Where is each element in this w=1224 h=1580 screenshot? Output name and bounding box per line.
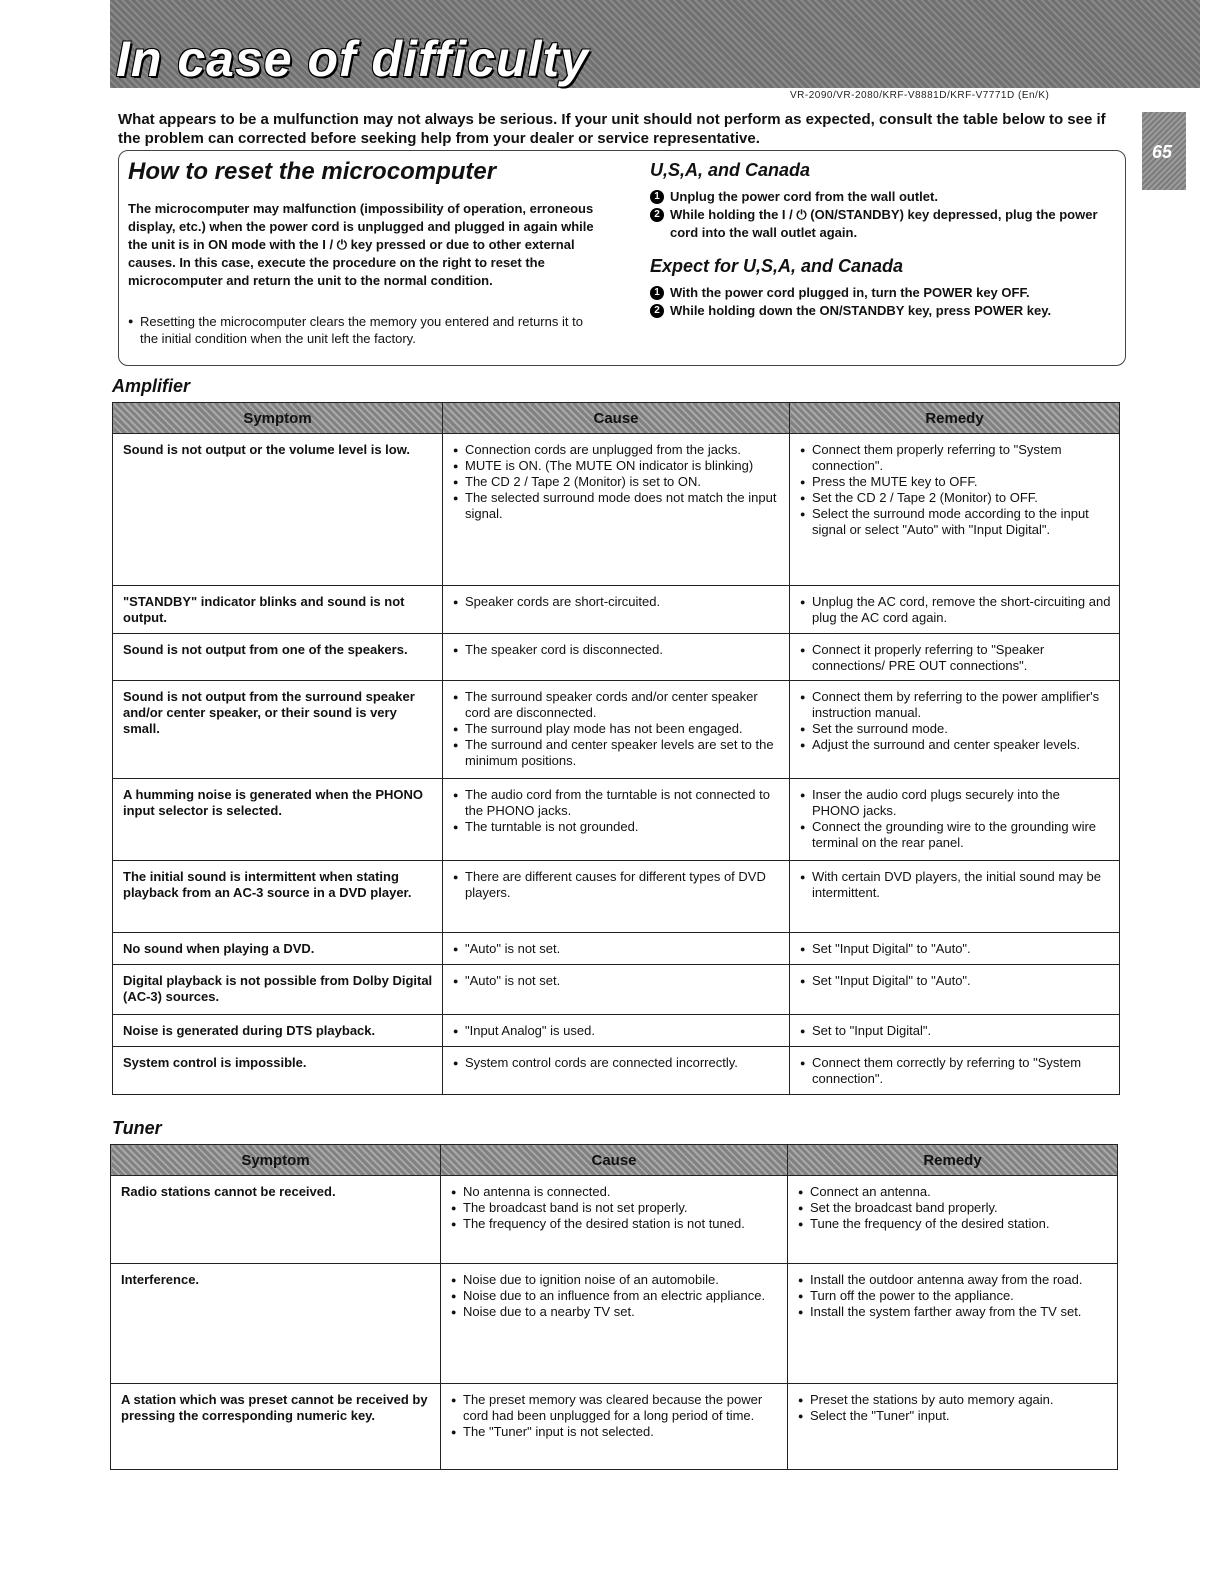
cause-cell [443, 933, 790, 965]
remedy-cell [790, 434, 1120, 586]
remedy-item: ● Connect them by referring to the power amplifier's instruction manual. [800, 689, 1111, 721]
table-row [113, 634, 1120, 681]
symptom-cell: Interference. [111, 1264, 441, 1384]
cause-item: ● No antenna is connected. [451, 1184, 779, 1200]
cause-item: ● The speaker cord is disconnected. [453, 642, 781, 658]
cause-header: Cause [443, 403, 790, 434]
remedy-item: ● Set the broadcast band properly. [798, 1200, 1109, 1216]
cause-cell [443, 1015, 790, 1047]
remedy-cell [790, 1047, 1120, 1095]
remedy-cell [790, 779, 1120, 861]
reset-note-text: ● Resetting the microcomputer clears the memory you entered and returns it to the initial condition when the unit left the factory. [128, 313, 598, 347]
table-row [113, 933, 1120, 965]
page-title: In case of difficulty [116, 31, 589, 87]
remedy-cell [790, 1015, 1120, 1047]
cause-item: ● Noise due to a nearby TV set. [451, 1304, 779, 1320]
usa-step-2 [650, 206, 1120, 242]
remedy-cell [788, 1176, 1118, 1264]
usa-step-2-text: While holding the I / ⏻ (ON/STANDBY) key depressed, plug the power cord into the wall outlet again. [670, 207, 1098, 240]
symptom-cell: Noise is generated during DTS playback. [113, 1015, 443, 1047]
cause-cell [441, 1176, 788, 1264]
page-tab-number: 65 [1152, 142, 1173, 162]
cause-item: ● "Auto" is not set. [453, 941, 781, 957]
symptom-cell: "STANDBY" indicator blinks and sound is not output. [113, 586, 443, 634]
remedy-item: ● Connect an antenna. [798, 1184, 1109, 1200]
table-row [113, 965, 1120, 1015]
cause-item: ● The broadcast band is not set properly. [451, 1200, 779, 1216]
remedy-header: Remedy [790, 403, 1120, 434]
other-step-2-text: While holding down the ON/STANDBY key, press POWER key. [670, 303, 1052, 318]
step-number: 1 [650, 286, 664, 300]
remedy-item: ● Connect them properly referring to "System connection". [800, 442, 1111, 474]
other-step-2 [650, 302, 1120, 320]
cause-item: ● The surround speaker cords and/or center speaker cord are disconnected. [453, 689, 781, 721]
tuner-title: Tuner [112, 1118, 162, 1138]
cause-item: ● The surround play mode has not been engaged. [453, 721, 781, 737]
remedy-item: ● Connect the grounding wire to the grounding wire terminal on the rear panel. [800, 819, 1111, 851]
table-row [113, 681, 1120, 779]
remedy-cell [790, 861, 1120, 933]
table-row [111, 1176, 1118, 1264]
cause-item: ● The "Tuner" input is not selected. [451, 1424, 779, 1440]
cause-cell [441, 1264, 788, 1384]
remedy-item: ● Connect them correctly by referring to "System connection". [800, 1055, 1111, 1087]
symptom-cell: Sound is not output or the volume level is low. [113, 434, 443, 586]
cause-item: ● The selected surround mode does not match the input signal. [453, 490, 781, 522]
other-title: Expect for U,S,A, and Canada [650, 256, 904, 276]
remedy-item: ● Set to "Input Digital". [800, 1023, 1111, 1039]
cause-item: ● System control cords are connected incorrectly. [453, 1055, 781, 1071]
cause-cell [443, 634, 790, 681]
cause-item: ● MUTE is ON. (The MUTE ON indicator is blinking) [453, 458, 781, 474]
symptom-cell: A humming noise is generated when the PHONO input selector is selected. [113, 779, 443, 861]
step-number: 2 [650, 208, 664, 222]
cause-item: ● The CD 2 / Tape 2 (Monitor) is set to ON. [453, 474, 781, 490]
remedy-item: ● Unplug the AC cord, remove the short-circuiting and plug the AC cord again. [800, 594, 1111, 626]
symptom-header: Symptom [113, 403, 443, 434]
remedy-cell [790, 965, 1120, 1015]
reset-title: How to reset the microcomputer [128, 158, 497, 185]
other-step-1 [650, 284, 1120, 302]
amplifier-table [112, 402, 1120, 1095]
remedy-item: ● Turn off the power to the appliance. [798, 1288, 1109, 1304]
symptom-cell: System control is impossible. [113, 1047, 443, 1095]
symptom-cell: The initial sound is intermittent when stating playback from an AC-3 source in a DVD player. [113, 861, 443, 933]
cause-item: ● "Input Analog" is used. [453, 1023, 781, 1039]
remedy-cell [790, 586, 1120, 634]
symptom-cell: Digital playback is not possible from Dolby Digital (AC-3) sources. [113, 965, 443, 1015]
cause-cell [443, 1047, 790, 1095]
cause-item: ● The audio cord from the turntable is not connected to the PHONO jacks. [453, 787, 781, 819]
table-row [111, 1384, 1118, 1470]
symptom-cell: No sound when playing a DVD. [113, 933, 443, 965]
table-row [113, 586, 1120, 634]
cause-item: ● The frequency of the desired station is not tuned. [451, 1216, 779, 1232]
table-row [113, 1047, 1120, 1095]
amplifier-title: Amplifier [112, 376, 191, 396]
cause-cell [443, 681, 790, 779]
step-number: 2 [650, 304, 664, 318]
remedy-cell [790, 681, 1120, 779]
cause-header: Cause [441, 1145, 788, 1176]
remedy-item: ● Set the surround mode. [800, 721, 1111, 737]
step-number: 1 [650, 190, 664, 204]
table-row [113, 861, 1120, 933]
cause-cell [443, 861, 790, 933]
table-row [113, 779, 1120, 861]
remedy-cell [788, 1384, 1118, 1470]
cause-item: ● "Auto" is not set. [453, 973, 781, 989]
remedy-item: ● Set "Input Digital" to "Auto". [800, 941, 1111, 957]
intro-text: What appears to be a mulfunction may not always be serious. If your unit should not perform as expected, consult the table below to see if the problem can corrected before seeking help from your dealer or service representative. [118, 111, 1106, 147]
usa-steps [650, 188, 1120, 242]
remedy-item: ● Connect it properly referring to "Speaker connections/ PRE OUT connections". [800, 642, 1111, 674]
reset-body: The microcomputer may malfunction (impossibility of operation, erroneous display, etc.) when the power cord is unplugged and plugged in again while the unit is in ON mode with the I / ⏻ key pressed or due to other external causes. In this case, execute the procedure on the right to reset the microcomputer and return the unit to the normal condition. [128, 201, 594, 288]
cause-item: ● Noise due to an influence from an electric appliance. [451, 1288, 779, 1304]
tuner-table [110, 1144, 1118, 1470]
remedy-item: ● Adjust the surround and center speaker levels. [800, 737, 1111, 753]
cause-item: ● Noise due to ignition noise of an automobile. [451, 1272, 779, 1288]
remedy-item: ● Install the outdoor antenna away from the road. [798, 1272, 1109, 1288]
cause-cell [441, 1384, 788, 1470]
model-line: VR-2090/VR-2080/KRF-V8881D/KRF-V7771D (En/K) [790, 90, 1050, 101]
cause-item: ● There are different causes for different types of DVD players. [453, 869, 781, 901]
cause-item: ● Connection cords are unplugged from the jacks. [453, 442, 781, 458]
remedy-item: ● Preset the stations by auto memory again. [798, 1392, 1109, 1408]
usa-title: U,S,A, and Canada [650, 160, 811, 180]
cause-cell [443, 779, 790, 861]
other-steps [650, 284, 1120, 320]
remedy-item: ● Select the surround mode according to the input signal or select "Auto" with "Input Digital". [800, 506, 1111, 538]
remedy-cell [790, 634, 1120, 681]
remedy-item: ● Install the system farther away from the TV set. [798, 1304, 1109, 1320]
symptom-cell: A station which was preset cannot be received by pressing the corresponding numeric key. [111, 1384, 441, 1470]
symptom-header: Symptom [111, 1145, 441, 1176]
table-row [113, 1015, 1120, 1047]
remedy-item: ● Inser the audio cord plugs securely into the PHONO jacks. [800, 787, 1111, 819]
reset-note [128, 313, 598, 347]
table-row [111, 1264, 1118, 1384]
table-row [113, 434, 1120, 586]
usa-step-1 [650, 188, 1120, 206]
remedy-item: ● Press the MUTE key to OFF. [800, 474, 1111, 490]
cause-cell [443, 434, 790, 586]
usa-step-1-text: Unplug the power cord from the wall outlet. [670, 189, 938, 204]
remedy-item: ● Set "Input Digital" to "Auto". [800, 973, 1111, 989]
remedy-cell [788, 1264, 1118, 1384]
other-step-1-text: With the power cord plugged in, turn the POWER key OFF. [670, 285, 1030, 300]
remedy-item: ● With certain DVD players, the initial sound may be intermittent. [800, 869, 1111, 901]
cause-item: ● Speaker cords are short-circuited. [453, 594, 781, 610]
cause-cell [443, 965, 790, 1015]
cause-item: ● The surround and center speaker levels are set to the minimum positions. [453, 737, 781, 769]
cause-item: ● The turntable is not grounded. [453, 819, 781, 835]
remedy-item: ● Tune the frequency of the desired station. [798, 1216, 1109, 1232]
cause-item: ● The preset memory was cleared because the power cord had been unplugged for a long period of time. [451, 1392, 779, 1424]
symptom-cell: Sound is not output from one of the speakers. [113, 634, 443, 681]
remedy-item: ● Select the "Tuner" input. [798, 1408, 1109, 1424]
symptom-cell: Sound is not output from the surround speaker and/or center speaker, or their sound is very small. [113, 681, 443, 779]
cause-cell [443, 586, 790, 634]
remedy-item: ● Set the CD 2 / Tape 2 (Monitor) to OFF. [800, 490, 1111, 506]
remedy-header: Remedy [788, 1145, 1118, 1176]
remedy-cell [790, 933, 1120, 965]
symptom-cell: Radio stations cannot be received. [111, 1176, 441, 1264]
page-tab [1142, 112, 1186, 190]
